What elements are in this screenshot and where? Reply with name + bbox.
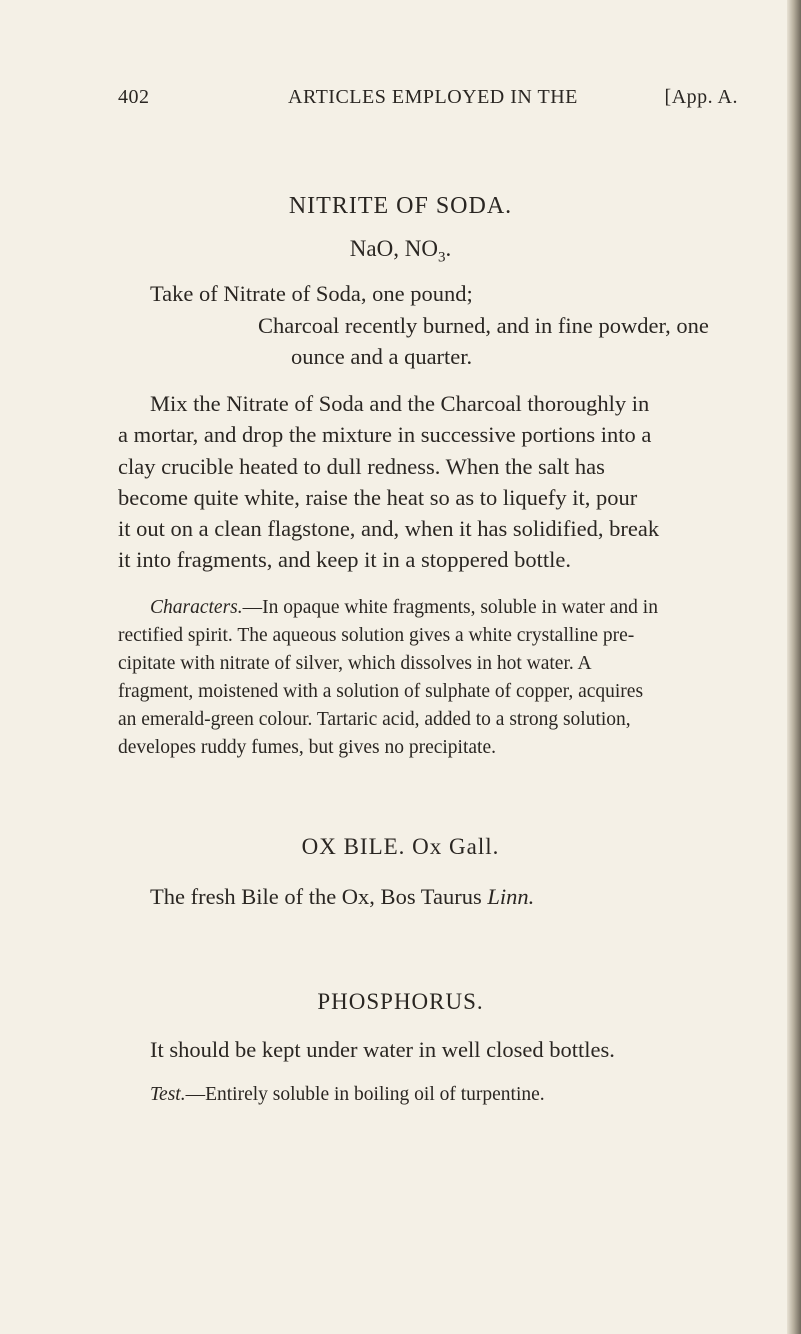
- formula-subscript: 3: [437, 249, 446, 266]
- nitrite-title: NITRITE OF SODA.: [288, 193, 513, 219]
- characters-line: rectified spirit. The aqueous solution gives a white crystalline pre-: [118, 625, 635, 646]
- characters-line: cipitate with nitrate of silver, which dissolves in hot water. A: [118, 653, 592, 674]
- ox-bile-authority: Linn.: [487, 884, 535, 909]
- ox-bile-title: OX BILE. Ox Gall.: [301, 834, 500, 859]
- method-line: it into fragments, and keep it in a stoppered bottle.: [118, 547, 572, 572]
- ingredient-line: Charcoal recently burned, and in fine powder, one: [258, 313, 709, 338]
- phosphorus-test-line: [150, 1084, 545, 1106]
- phosphorus-text: It should be kept under water in well closed bottles.: [150, 1037, 615, 1062]
- method-line: clay crucible heated to dull redness. When the salt has: [118, 454, 605, 479]
- characters-line: an emerald-green colour. Tartaric acid, added to a strong solution,: [118, 709, 631, 730]
- method-line: it out on a clean flagstone, and, when it has solidified, break: [118, 516, 660, 541]
- characters-line: fragment, moistened with a solution of sulphate of copper, acquires: [118, 681, 644, 702]
- formula-main: NaO, NO: [349, 236, 438, 261]
- ingredient-line: Take of Nitrate of Soda, one pound;: [150, 281, 473, 306]
- test-text: —Entirely soluble in boiling oil of turpentine.: [185, 1084, 545, 1105]
- characters-line: [150, 597, 658, 619]
- ingredient-line: ounce and a quarter.: [291, 344, 473, 369]
- phosphorus-title: PHOSPHORUS.: [317, 989, 484, 1014]
- nitrite-formula: [0, 236, 801, 267]
- ox-bile-text-main: The fresh Bile of the Ox, Bos Taurus: [150, 884, 488, 909]
- method-line: Mix the Nitrate of Soda and the Charcoal thoroughly in: [150, 391, 650, 416]
- ox-bile-text: [150, 884, 534, 910]
- section-label: [App. A.: [664, 86, 738, 108]
- formula-end: .: [445, 236, 452, 261]
- method-line: a mortar, and drop the mixture in successive portions into a: [118, 422, 652, 447]
- characters-label: Characters.: [150, 597, 243, 618]
- method-line: become quite white, raise the heat so as to liquefy it, pour: [118, 485, 638, 510]
- page-number: 402: [118, 86, 150, 108]
- running-title: ARTICLES EMPLOYED IN THE: [288, 86, 578, 108]
- running-header: [118, 86, 738, 112]
- characters-line: developes ruddy fumes, but gives no precipitate.: [118, 737, 496, 758]
- characters-text: —In opaque white fragments, soluble in water and in: [242, 597, 658, 618]
- test-label: Test.: [150, 1084, 186, 1105]
